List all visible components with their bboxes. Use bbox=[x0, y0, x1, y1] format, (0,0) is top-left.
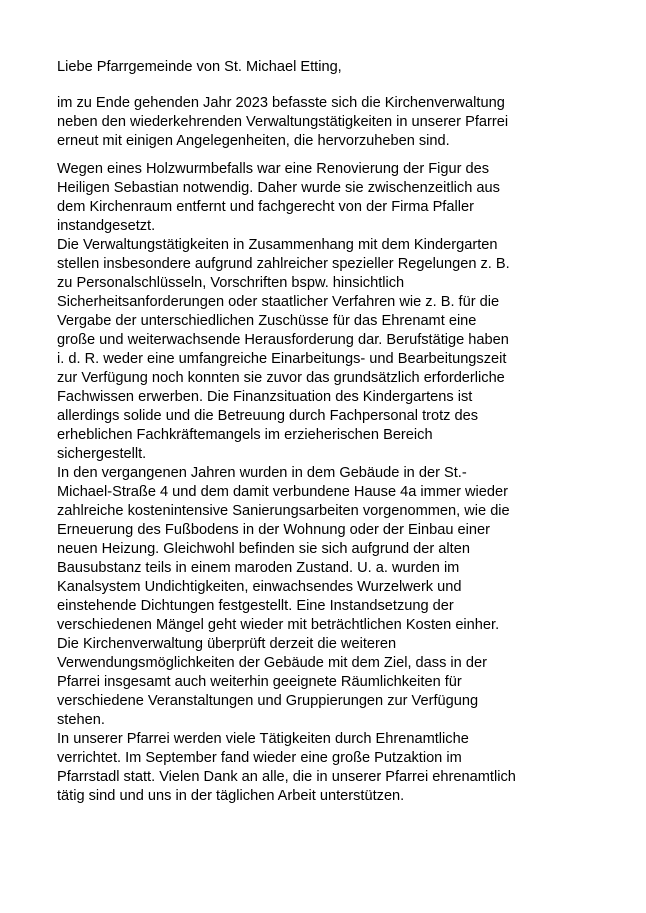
text-line: erneut mit einigen Angelegenheiten, die hervorzuheben sind. bbox=[57, 133, 450, 149]
text-line: Fachwissen erwerben. Die Finanzsituation des Kindergartens ist bbox=[57, 389, 473, 405]
text-line: Wegen eines Holzwurmbefalls war eine Renovierung der Figur des bbox=[57, 161, 490, 177]
letter-page bbox=[57, 58, 597, 806]
text-line: Kanalsystem Undichtigkeiten, einwachsendes Wurzelwerk und bbox=[57, 579, 462, 595]
text-line: einstehende Dichtungen festgestellt. Eine Instandsetzung der bbox=[57, 598, 454, 614]
text-line: Pfarrstadl statt. Vielen Dank an alle, die in unserer Pfarrei ehrenamtlich bbox=[57, 769, 516, 785]
text-line: dem Kirchenraum entfernt und fachgerecht von der Firma Pfaller bbox=[57, 199, 474, 215]
text-line: verschiedenen Mängel geht wieder mit beträchtlichen Kosten einher. bbox=[57, 617, 500, 633]
text-line: im zu Ende gehenden Jahr 2023 befasste sich die Kirchenverwaltung bbox=[57, 95, 505, 111]
text-line: Vergabe der unterschiedlichen Zuschüsse für das Ehrenamt eine bbox=[57, 313, 477, 329]
text-line: sichergestellt. bbox=[57, 446, 147, 462]
text-line: neuen Heizung. Gleichwohl befinden sie sich aufgrund der alten bbox=[57, 541, 470, 557]
text-line: allerdings solide und die Betreuung durch Fachpersonal trotz des bbox=[57, 408, 479, 424]
paragraph-volunteers bbox=[57, 730, 597, 806]
text-line: Erneuerung des Fußbodens in der Wohnung oder der Einbau einer bbox=[57, 522, 490, 538]
text-line: neben den wiederkehrenden Verwaltungstätigkeiten in unserer Pfarrei bbox=[57, 114, 509, 130]
intro-paragraph bbox=[57, 94, 597, 151]
text-line: Pfarrei insgesamt auch weiterhin geeignete Räumlichkeiten für bbox=[57, 674, 462, 690]
text-line: stehen. bbox=[57, 712, 105, 728]
text-line: In den vergangenen Jahren wurden in dem Gebäude in der St.- bbox=[57, 465, 467, 481]
text-line: Sicherheitsanforderungen oder staatlicher Verfahren wie z. B. für die bbox=[57, 294, 500, 310]
paragraph-buildings bbox=[57, 464, 597, 730]
text-line: verrichtet. Im September fand wieder eine große Putzaktion im bbox=[57, 750, 462, 766]
text-line: Heiligen Sebastian notwendig. Daher wurde sie zwischenzeitlich aus bbox=[57, 180, 500, 196]
text-line: instandgesetzt. bbox=[57, 218, 156, 234]
text-line: erheblichen Fachkräftemangels im erzieherischen Bereich bbox=[57, 427, 433, 443]
paragraph-kindergarten bbox=[57, 236, 597, 464]
text-line: zu Personalschlüsseln, Vorschriften bspw. hinsichtlich bbox=[57, 275, 405, 291]
text-line: Die Verwaltungstätigkeiten in Zusammenhang mit dem Kindergarten bbox=[57, 237, 498, 253]
text-line: zur Verfügung noch konnten sie zuvor das grundsätzlich erforderliche bbox=[57, 370, 505, 386]
paragraph-sebastian-figure bbox=[57, 160, 597, 236]
text-line: Bausubstanz teils in einem maroden Zustand. U. a. wurden im bbox=[57, 560, 460, 576]
text-line: i. d. R. weder eine umfangreiche Einarbeitungs- und Bearbeitungszeit bbox=[57, 351, 507, 367]
letter-greeting: Liebe Pfarrgemeinde von St. Michael Etting, bbox=[57, 59, 342, 75]
text-line: tätig sind und uns in der täglichen Arbeit unterstützen. bbox=[57, 788, 405, 804]
text-line: Michael-Straße 4 und dem damit verbundene Hause 4a immer wieder bbox=[57, 484, 509, 500]
text-line: verschiedene Veranstaltungen und Gruppierungen zur Verfügung bbox=[57, 693, 479, 709]
text-line: große und weiterwachsende Herausforderung dar. Berufstätige haben bbox=[57, 332, 509, 348]
text-line: zahlreiche kostenintensive Sanierungsarbeiten vorgenommen, wie die bbox=[57, 503, 510, 519]
text-line: In unserer Pfarrei werden viele Tätigkeiten durch Ehrenamtliche bbox=[57, 731, 469, 747]
text-line: Verwendungsmöglichkeiten der Gebäude mit dem Ziel, dass in der bbox=[57, 655, 487, 671]
text-line: Die Kirchenverwaltung überprüft derzeit die weiteren bbox=[57, 636, 397, 652]
text-line: stellen insbesondere aufgrund zahlreicher spezieller Regelungen z. B. bbox=[57, 256, 510, 272]
